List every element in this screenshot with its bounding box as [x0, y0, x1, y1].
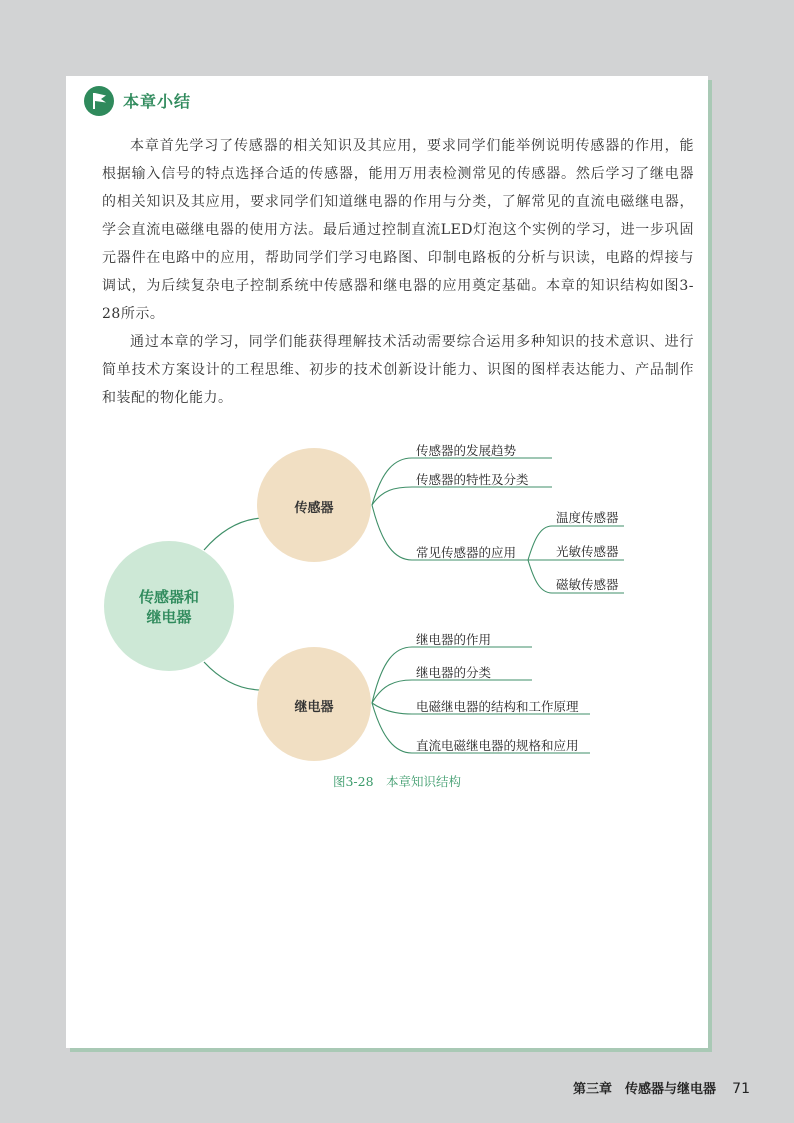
paragraph-2: 通过本章的学习，同学们能获得理解技术活动需要综合运用多种知识的技术意识、进行简单技术方案设计的工程思维、初步的技术创新设计能力、识图的图样表达能力、产品制作和装配的物化能力。: [102, 334, 694, 406]
footer-chapter: 第三章 传感器与继电器: [573, 1082, 717, 1097]
page-number: 71: [732, 1081, 750, 1097]
section-title: 本章小结: [123, 92, 192, 111]
relay-item-function: 继电器的作用: [416, 632, 492, 647]
relay-item-specs: 直流电磁继电器的规格和应用: [416, 738, 579, 753]
sensor-item-trend: 传感器的发展趋势: [416, 443, 517, 458]
paragraph-1: 本章首先学习了传感器的相关知识及其应用，要求同学们能举例说明传感器的作用，能根据输入信号的特点选择合适的传感器，能用万用表检测常见的传感器。然后学习了继电器的相关知识及其应用，要求同学们知道继电器的作用与分类，了解常见的直流电磁继电器，学会直流电磁继电器的使用方法。最后通过控制直流LED灯泡这个实例的学习，进一步巩固元器件在电路中的应用，帮助同学们学习电路图、印制电路板的分析与识读，电路的焊接与调试，为后续复杂电子控制系统中传感器和继电器的应用奠定基础。本章的知识结构如图3-28所示。: [102, 138, 694, 322]
figure-caption: 图3-28 本章知识结构: [332, 774, 462, 789]
relay-label: 继电器: [294, 700, 334, 715]
root-label-line1: 传感器和: [138, 588, 199, 606]
root-label: [104, 587, 234, 627]
sensor-sub-temperature: 温度传感器: [556, 510, 619, 525]
page-footer: [573, 1078, 750, 1097]
sensor-item-characteristics: 传感器的特性及分类: [416, 472, 529, 487]
relay-item-classification: 继电器的分类: [416, 665, 492, 680]
root-label-line2: 继电器: [146, 608, 192, 626]
sensor-sub-light: 光敏传感器: [556, 544, 619, 559]
sensor-label: 传感器: [294, 501, 334, 516]
sensor-item-applications: 常见传感器的应用: [416, 545, 517, 560]
relay-item-structure: 电磁继电器的结构和工作原理: [416, 699, 579, 714]
sensor-sub-magnetic: 磁敏传感器: [556, 577, 619, 592]
